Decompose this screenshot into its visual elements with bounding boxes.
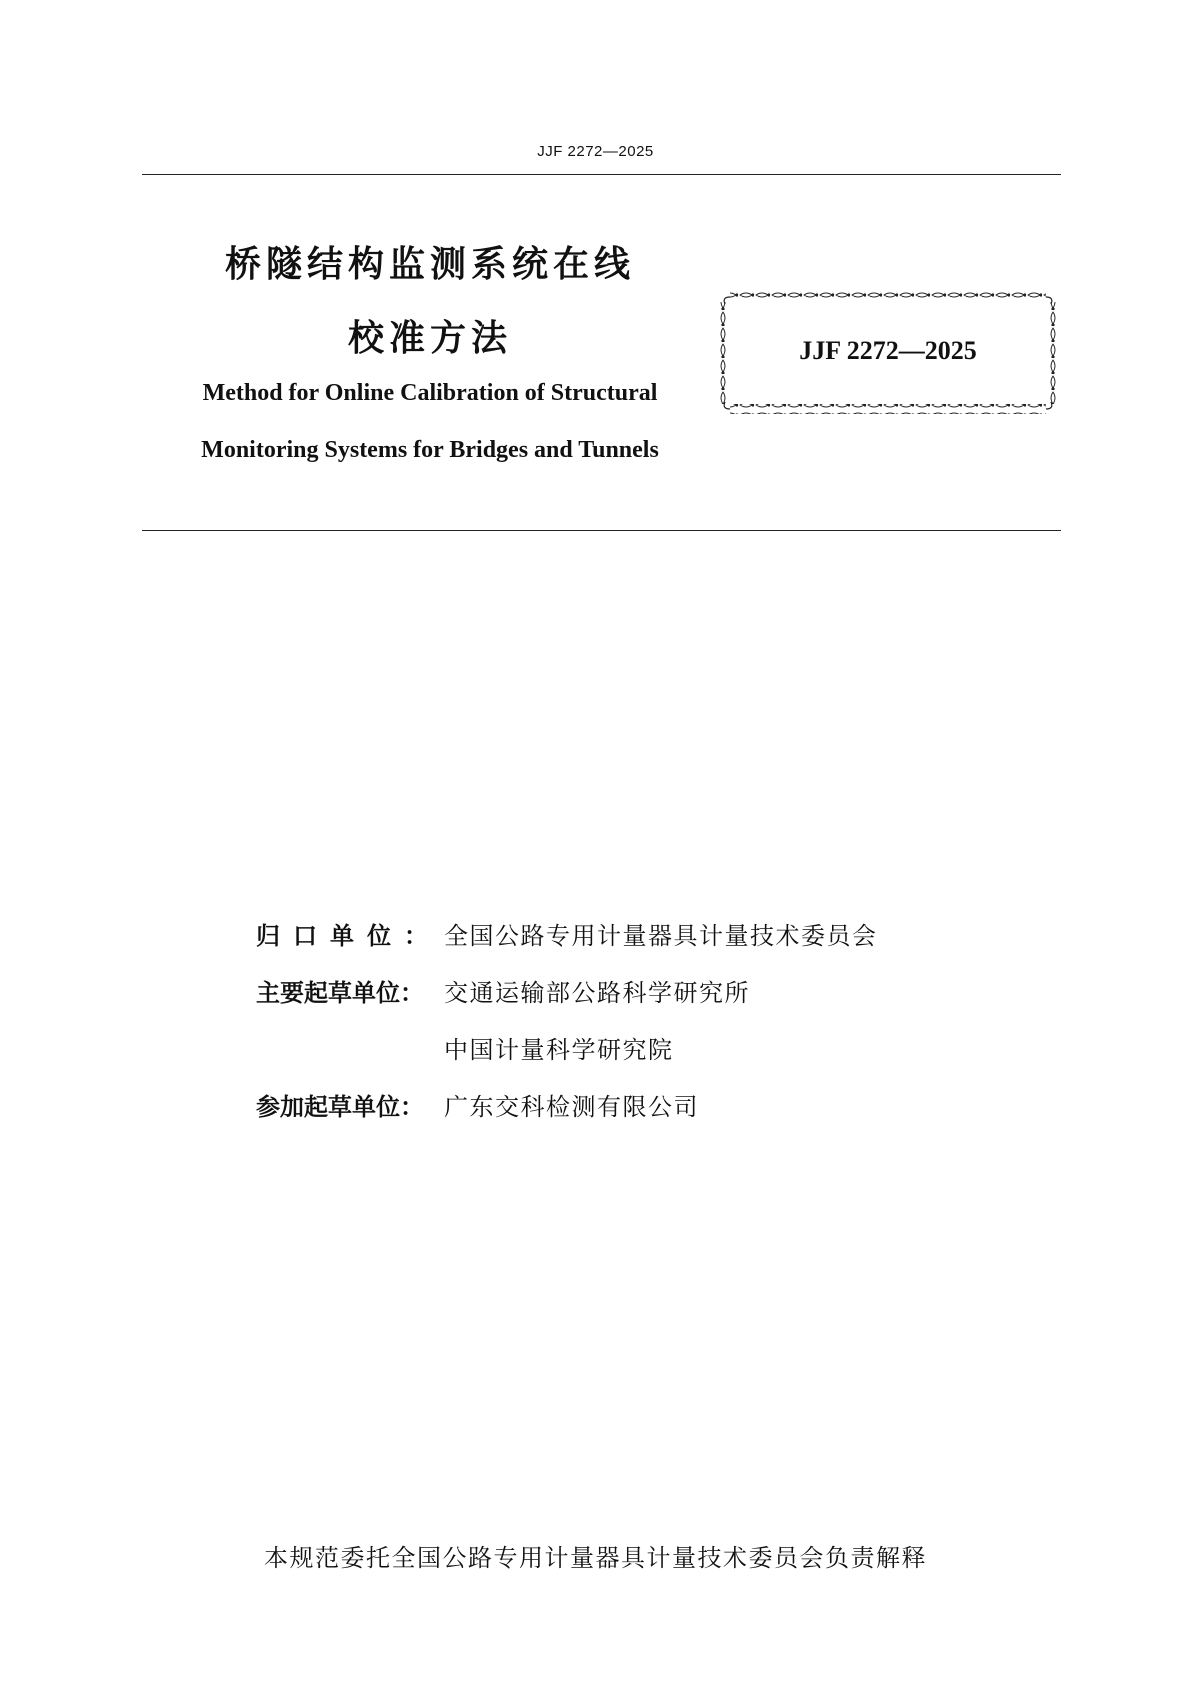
title-zh-line1: 桥隧结构监测系统在线 bbox=[224, 244, 635, 285]
participating-unit-label: 参加起草单位： bbox=[256, 1093, 424, 1121]
main-drafting-unit-label: 主要起草单位： bbox=[256, 979, 424, 1007]
title-en-line1: Method for Online Calibration of Structural bbox=[202, 380, 658, 406]
title-divider bbox=[142, 530, 1061, 531]
header-standard-code: JJF 2272—2025 bbox=[537, 143, 654, 160]
header-divider bbox=[142, 174, 1061, 175]
responsible-unit-label: 归口单位： bbox=[256, 922, 441, 950]
standard-code-box bbox=[718, 290, 1058, 416]
main-drafting-unit-row-2 bbox=[256, 1030, 674, 1065]
interpretation-note: 本规范委托全国公路专用计量器具计量技术委员会负责解释 bbox=[264, 1544, 927, 1572]
responsible-unit-value: 全国公路专用计量器具计量技术委员会 bbox=[444, 922, 878, 950]
participating-unit-row bbox=[256, 1087, 699, 1122]
title-en-line2: Monitoring Systems for Bridges and Tunnels bbox=[201, 437, 659, 463]
title-zh-line2: 校准方法 bbox=[347, 318, 512, 359]
main-drafting-unit-row bbox=[256, 973, 750, 1008]
standard-code: JJF 2272—2025 bbox=[799, 336, 977, 365]
responsible-unit-row bbox=[256, 916, 878, 951]
main-drafting-unit-value-2: 中国计量科学研究院 bbox=[444, 1036, 674, 1064]
participating-unit-value: 广东交科检测有限公司 bbox=[444, 1093, 699, 1121]
main-drafting-unit-value-1: 交通运输部公路科学研究所 bbox=[444, 979, 750, 1007]
